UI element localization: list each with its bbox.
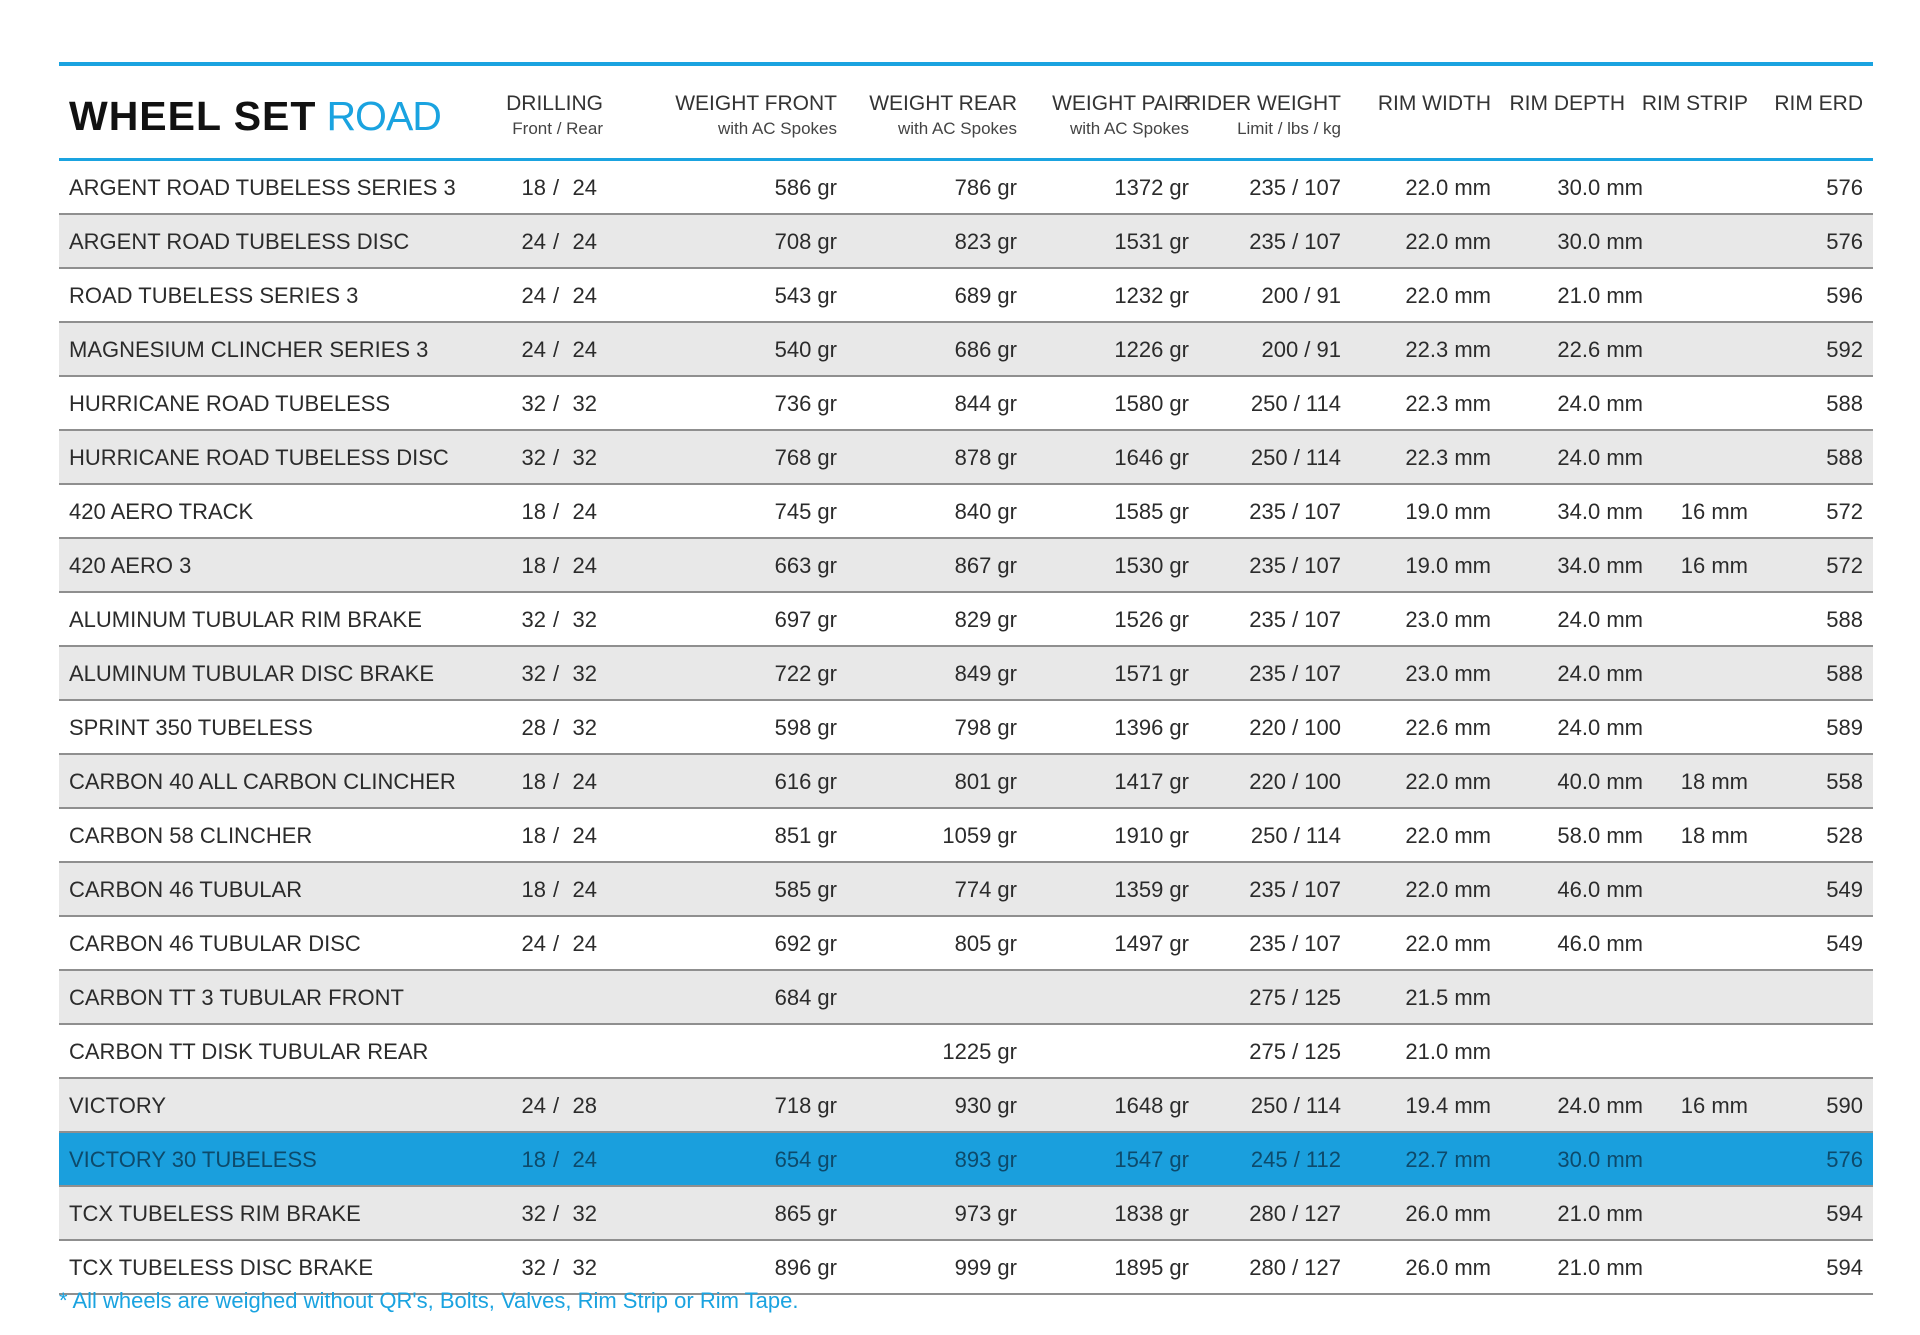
header-rider-weight	[1186, 92, 1341, 139]
weight-rear: 798 gr	[954, 715, 1017, 740]
rider-weight-limit: 200 / 91	[1261, 337, 1341, 362]
rim-erd: 589	[1826, 715, 1863, 740]
rider-weight-limit: 235 / 107	[1249, 607, 1341, 632]
page-title	[69, 93, 441, 139]
weight-front: 543 gr	[774, 283, 837, 308]
table-row	[59, 1079, 1873, 1133]
weight-rear: 689 gr	[954, 283, 1017, 308]
wheel-name: CARBON 40 ALL CARBON CLINCHER	[69, 769, 456, 794]
drilling-rear: 24	[572, 877, 597, 902]
header-rim-width	[1378, 92, 1491, 116]
rim-width: 22.6 mm	[1405, 715, 1491, 740]
weight-pair: 1580 gr	[1114, 391, 1189, 416]
drilling-rear: 24	[572, 553, 597, 578]
weight-front: 736 gr	[774, 391, 837, 416]
table-body	[59, 161, 1873, 1295]
wheel-name: 420 AERO TRACK	[69, 499, 254, 524]
header-label: RIM DEPTH	[1509, 92, 1625, 115]
rim-erd: 594	[1826, 1201, 1863, 1226]
rim-depth: 24.0 mm	[1557, 445, 1643, 470]
rim-depth: 30.0 mm	[1557, 229, 1643, 254]
rim-erd: 596	[1826, 283, 1863, 308]
wheel-name: ARGENT ROAD TUBELESS DISC	[69, 229, 410, 254]
drilling-rear: 32	[572, 715, 597, 740]
rider-weight-limit: 235 / 107	[1249, 877, 1341, 902]
drilling-front: 32	[521, 445, 546, 470]
weight-rear: 973 gr	[954, 1201, 1017, 1226]
rim-width: 19.0 mm	[1405, 499, 1491, 524]
drilling-rear: 24	[572, 1147, 597, 1172]
rim-width: 26.0 mm	[1405, 1201, 1491, 1226]
wheel-name: CARBON 58 CLINCHER	[69, 823, 313, 848]
drilling-front: 18	[521, 823, 546, 848]
wheel-name: 420 AERO 3	[69, 553, 192, 578]
weight-pair: 1547 gr	[1114, 1147, 1189, 1172]
weight-pair: 1531 gr	[1114, 229, 1189, 254]
weight-front: 586 gr	[774, 175, 837, 200]
rim-depth: 24.0 mm	[1557, 1093, 1643, 1118]
table-row	[59, 1133, 1873, 1187]
weight-pair: 1396 gr	[1114, 715, 1189, 740]
weight-rear: 999 gr	[954, 1255, 1017, 1280]
rider-weight-limit: 250 / 114	[1250, 391, 1341, 416]
rim-erd: 590	[1826, 1093, 1863, 1118]
header-sublabel: Limit / lbs / kg	[1237, 119, 1341, 138]
rim-depth: 46.0 mm	[1557, 877, 1643, 902]
rider-weight-limit: 275 / 125	[1249, 985, 1341, 1010]
rim-depth: 34.0 mm	[1557, 553, 1643, 578]
drilling-front: 18	[521, 175, 546, 200]
drilling-rear: 32	[572, 391, 597, 416]
wheel-name: CARBON 46 TUBULAR DISC	[69, 931, 361, 956]
table-row	[59, 593, 1873, 647]
drilling-separator: /	[553, 499, 560, 524]
weight-front: 684 gr	[774, 985, 837, 1010]
rim-erd: 576	[1826, 175, 1863, 200]
weight-front: 692 gr	[774, 931, 837, 956]
drilling-separator: /	[553, 337, 560, 362]
rim-strip: 16 mm	[1680, 499, 1748, 524]
table-row	[59, 917, 1873, 971]
drilling-separator: /	[553, 283, 560, 308]
weight-pair: 1372 gr	[1114, 175, 1189, 200]
drilling-rear: 24	[572, 337, 597, 362]
rim-erd: 588	[1826, 445, 1863, 470]
rim-depth: 22.6 mm	[1557, 337, 1643, 362]
weight-rear: 840 gr	[954, 499, 1017, 524]
rim-strip: 16 mm	[1680, 1093, 1748, 1118]
rider-weight-limit: 280 / 127	[1249, 1201, 1341, 1226]
drilling-front: 18	[521, 877, 546, 902]
title-bold: WHEEL SET	[69, 93, 317, 139]
table-row	[59, 539, 1873, 593]
drilling-separator: /	[553, 823, 560, 848]
drilling-rear: 28	[572, 1093, 597, 1118]
table-row	[59, 1241, 1873, 1295]
weight-front: 598 gr	[774, 715, 837, 740]
drilling-rear: 32	[572, 1201, 597, 1226]
drilling-front: 18	[521, 769, 546, 794]
drilling-rear: 24	[572, 499, 597, 524]
rim-depth: 24.0 mm	[1557, 607, 1643, 632]
weight-front: 896 gr	[774, 1255, 837, 1280]
rim-width: 23.0 mm	[1405, 661, 1491, 686]
header-rim-erd	[1774, 92, 1863, 116]
rider-weight-limit: 235 / 107	[1249, 175, 1341, 200]
rim-erd: 594	[1826, 1255, 1863, 1280]
rim-depth: 58.0 mm	[1557, 823, 1643, 848]
header-rim-depth	[1510, 92, 1626, 116]
drilling-separator: /	[553, 661, 560, 686]
rim-width: 22.0 mm	[1405, 931, 1491, 956]
wheel-name: CARBON TT DISK TUBULAR REAR	[69, 1039, 429, 1064]
drilling-separator: /	[553, 877, 560, 902]
drilling-separator: /	[553, 715, 560, 740]
weight-pair: 1359 gr	[1114, 877, 1189, 902]
header-label: WEIGHT FRONT	[675, 92, 837, 115]
weight-rear: 774 gr	[954, 877, 1017, 902]
drilling-front: 24	[521, 283, 546, 308]
drilling-separator: /	[553, 553, 560, 578]
drilling-front: 32	[521, 391, 546, 416]
rim-width: 22.7 mm	[1405, 1147, 1491, 1172]
table-row	[59, 1025, 1873, 1079]
rim-depth: 21.0 mm	[1557, 1201, 1643, 1226]
weight-rear: 844 gr	[954, 391, 1017, 416]
footnote: * All wheels are weighed without QR's, Bolts, Valves, Rim Strip or Rim Tape.	[59, 1288, 799, 1313]
rim-width: 19.0 mm	[1405, 553, 1491, 578]
drilling-front: 18	[521, 499, 546, 524]
header-drilling	[506, 92, 603, 139]
drilling-front: 28	[521, 715, 546, 740]
drilling-front: 18	[521, 553, 546, 578]
rim-width: 22.0 mm	[1405, 175, 1491, 200]
weight-front: 851 gr	[774, 823, 837, 848]
rim-erd: 588	[1826, 391, 1863, 416]
drilling-front: 32	[521, 1201, 546, 1226]
drilling-separator: /	[553, 607, 560, 632]
rim-strip: 16 mm	[1680, 553, 1748, 578]
table-row	[59, 647, 1873, 701]
drilling-front: 18	[521, 1147, 546, 1172]
wheel-name: HURRICANE ROAD TUBELESS	[69, 391, 391, 416]
wheel-name: CARBON TT 3 TUBULAR FRONT	[69, 985, 404, 1010]
rim-depth: 40.0 mm	[1557, 769, 1643, 794]
rim-width: 19.4 mm	[1405, 1093, 1491, 1118]
table-row	[59, 485, 1873, 539]
weight-rear: 801 gr	[954, 769, 1017, 794]
rim-depth: 21.0 mm	[1557, 1255, 1643, 1280]
weight-front: 718 gr	[774, 1093, 837, 1118]
weight-pair: 1232 gr	[1114, 283, 1189, 308]
rider-weight-limit: 245 / 112	[1250, 1147, 1341, 1172]
weight-front: 540 gr	[774, 337, 837, 362]
rim-erd: 549	[1826, 877, 1863, 902]
drilling-separator: /	[553, 1255, 560, 1280]
rim-erd: 558	[1826, 769, 1863, 794]
rider-weight-limit: 275 / 125	[1249, 1039, 1341, 1064]
weight-front: 708 gr	[774, 229, 837, 254]
drilling-separator: /	[553, 391, 560, 416]
rim-width: 23.0 mm	[1405, 607, 1491, 632]
header-label: RIM STRIP	[1641, 92, 1748, 115]
header-label: RIDER WEIGHT	[1185, 92, 1341, 115]
weight-pair: 1530 gr	[1114, 553, 1189, 578]
drilling-front: 32	[521, 607, 546, 632]
rim-width: 22.3 mm	[1405, 445, 1491, 470]
weight-front: 722 gr	[774, 661, 837, 686]
weight-rear: 878 gr	[954, 445, 1017, 470]
wheel-name: HURRICANE ROAD TUBELESS DISC	[69, 445, 449, 470]
header-sublabel: with AC Spokes	[897, 119, 1017, 138]
drilling-rear: 24	[572, 283, 597, 308]
drilling-separator: /	[553, 175, 560, 200]
rim-erd: 549	[1826, 931, 1863, 956]
weight-pair: 1497 gr	[1114, 931, 1189, 956]
rider-weight-limit: 235 / 107	[1249, 499, 1341, 524]
weight-front: 697 gr	[774, 607, 837, 632]
weight-front: 745 gr	[774, 499, 837, 524]
header-rim-strip	[1642, 92, 1748, 116]
table-row	[59, 1187, 1873, 1241]
rider-weight-limit: 235 / 107	[1249, 553, 1341, 578]
weight-pair: 1910 gr	[1114, 823, 1189, 848]
wheel-name: SPRINT 350 TUBELESS	[69, 715, 313, 740]
table-row	[59, 323, 1873, 377]
rim-erd: 576	[1826, 1147, 1863, 1172]
weight-pair: 1646 gr	[1114, 445, 1189, 470]
drilling-front: 32	[521, 1255, 546, 1280]
rim-depth: 21.0 mm	[1557, 283, 1643, 308]
weight-pair: 1648 gr	[1114, 1093, 1189, 1118]
weight-pair: 1571 gr	[1114, 661, 1189, 686]
rim-depth: 30.0 mm	[1557, 1147, 1643, 1172]
weight-front: 663 gr	[774, 553, 837, 578]
table-row	[59, 269, 1873, 323]
drilling-front: 32	[521, 661, 546, 686]
header-sublabel: Front / Rear	[512, 119, 603, 138]
table-header	[59, 66, 1873, 158]
rim-erd: 592	[1826, 337, 1863, 362]
wheel-name: ALUMINUM TUBULAR RIM BRAKE	[69, 607, 422, 632]
weight-front: 654 gr	[774, 1147, 837, 1172]
header-sublabel: with AC Spokes	[717, 119, 837, 138]
table-row	[59, 431, 1873, 485]
table-row	[59, 755, 1873, 809]
drilling-rear: 32	[572, 661, 597, 686]
wheel-name: ALUMINUM TUBULAR DISC BRAKE	[69, 661, 435, 686]
rim-width: 22.0 mm	[1405, 229, 1491, 254]
rim-erd: 576	[1826, 229, 1863, 254]
header-label: DRILLING	[506, 92, 603, 115]
wheel-name: TCX TUBELESS RIM BRAKE	[69, 1201, 361, 1226]
drilling-front: 24	[521, 1093, 546, 1118]
header-label: RIM ERD	[1774, 92, 1863, 115]
rim-depth: 46.0 mm	[1557, 931, 1643, 956]
rim-width: 21.5 mm	[1405, 985, 1491, 1010]
drilling-separator: /	[553, 769, 560, 794]
wheelset-spec-table	[59, 62, 1873, 1295]
drilling-front: 24	[521, 931, 546, 956]
rim-erd: 588	[1826, 607, 1863, 632]
weight-pair: 1895 gr	[1114, 1255, 1189, 1280]
drilling-separator: /	[553, 229, 560, 254]
rim-width: 22.0 mm	[1405, 823, 1491, 848]
wheel-name: MAGNESIUM CLINCHER SERIES 3	[69, 337, 429, 362]
wheel-name: VICTORY 30 TUBELESS	[69, 1147, 317, 1172]
weight-rear: 805 gr	[954, 931, 1017, 956]
weight-rear: 823 gr	[954, 229, 1017, 254]
rim-erd: 528	[1826, 823, 1863, 848]
weight-front: 768 gr	[774, 445, 837, 470]
weight-rear: 893 gr	[954, 1147, 1017, 1172]
rider-weight-limit: 200 / 91	[1261, 283, 1341, 308]
rim-erd: 572	[1826, 553, 1863, 578]
weight-rear: 849 gr	[954, 661, 1017, 686]
table-row	[59, 863, 1873, 917]
header-weight-rear	[869, 92, 1017, 139]
weight-rear: 786 gr	[954, 175, 1017, 200]
header-label: RIM WIDTH	[1377, 92, 1491, 115]
drilling-rear: 24	[572, 823, 597, 848]
weight-rear: 867 gr	[954, 553, 1017, 578]
rim-depth: 24.0 mm	[1557, 391, 1643, 416]
drilling-rear: 32	[572, 1255, 597, 1280]
drilling-rear: 32	[572, 607, 597, 632]
rim-width: 21.0 mm	[1405, 1039, 1491, 1064]
rim-depth: 24.0 mm	[1557, 661, 1643, 686]
weight-pair: 1838 gr	[1114, 1201, 1189, 1226]
drilling-separator: /	[553, 1093, 560, 1118]
drilling-rear: 24	[572, 175, 597, 200]
table-row	[59, 215, 1873, 269]
weight-rear: 930 gr	[954, 1093, 1017, 1118]
rim-width: 26.0 mm	[1405, 1255, 1491, 1280]
table-row	[59, 161, 1873, 215]
header-label: WEIGHT PAIR	[1052, 92, 1189, 115]
table-row	[59, 701, 1873, 755]
weight-rear: 829 gr	[954, 607, 1017, 632]
rim-width: 22.0 mm	[1405, 769, 1491, 794]
drilling-rear: 24	[572, 769, 597, 794]
wheel-name: TCX TUBELESS DISC BRAKE	[69, 1255, 374, 1280]
rim-strip: 18 mm	[1680, 769, 1748, 794]
wheel-name: ARGENT ROAD TUBELESS SERIES 3	[69, 175, 456, 200]
drilling-rear: 24	[572, 931, 597, 956]
weight-front: 585 gr	[774, 877, 837, 902]
rider-weight-limit: 250 / 114	[1250, 1093, 1341, 1118]
table-row	[59, 809, 1873, 863]
wheel-name: CARBON 46 TUBULAR	[69, 877, 303, 902]
weight-pair: 1585 gr	[1114, 499, 1189, 524]
drilling-separator: /	[553, 1201, 560, 1226]
drilling-separator: /	[553, 931, 560, 956]
drilling-rear: 24	[572, 229, 597, 254]
rider-weight-limit: 235 / 107	[1249, 229, 1341, 254]
weight-rear: 1059 gr	[942, 823, 1017, 848]
weight-rear: 686 gr	[954, 337, 1017, 362]
rim-width: 22.3 mm	[1405, 391, 1491, 416]
wheel-name: VICTORY	[69, 1093, 166, 1118]
drilling-front: 24	[521, 229, 546, 254]
weight-rear: 1225 gr	[942, 1039, 1017, 1064]
rim-width: 22.0 mm	[1405, 877, 1491, 902]
drilling-separator: /	[553, 1147, 560, 1172]
rider-weight-limit: 235 / 107	[1249, 931, 1341, 956]
rider-weight-limit: 280 / 127	[1249, 1255, 1341, 1280]
rider-weight-limit: 235 / 107	[1249, 661, 1341, 686]
weight-pair: 1417 gr	[1114, 769, 1189, 794]
rim-erd: 588	[1826, 661, 1863, 686]
drilling-separator: /	[553, 445, 560, 470]
header-label: WEIGHT REAR	[869, 92, 1017, 115]
rim-width: 22.3 mm	[1405, 337, 1491, 362]
weight-pair: 1526 gr	[1114, 607, 1189, 632]
drilling-rear: 32	[572, 445, 597, 470]
table-row	[59, 377, 1873, 431]
header-weight-front	[675, 92, 837, 139]
rim-width: 22.0 mm	[1405, 283, 1491, 308]
rim-strip: 18 mm	[1680, 823, 1748, 848]
rider-weight-limit: 220 / 100	[1249, 715, 1341, 740]
header-sublabel: with AC Spokes	[1069, 119, 1189, 138]
rim-erd: 572	[1826, 499, 1863, 524]
rider-weight-limit: 250 / 114	[1250, 823, 1341, 848]
rim-depth: 30.0 mm	[1557, 175, 1643, 200]
wheel-name: ROAD TUBELESS SERIES 3	[69, 283, 359, 308]
weight-pair: 1226 gr	[1114, 337, 1189, 362]
rim-depth: 34.0 mm	[1557, 499, 1643, 524]
drilling-front: 24	[521, 337, 546, 362]
rider-weight-limit: 250 / 114	[1250, 445, 1341, 470]
header-weight-pair	[1052, 92, 1189, 139]
title-light: ROAD	[326, 93, 441, 139]
weight-front: 616 gr	[774, 769, 837, 794]
table-row	[59, 971, 1873, 1025]
rim-depth: 24.0 mm	[1557, 715, 1643, 740]
rider-weight-limit: 220 / 100	[1249, 769, 1341, 794]
weight-front: 865 gr	[774, 1201, 837, 1226]
